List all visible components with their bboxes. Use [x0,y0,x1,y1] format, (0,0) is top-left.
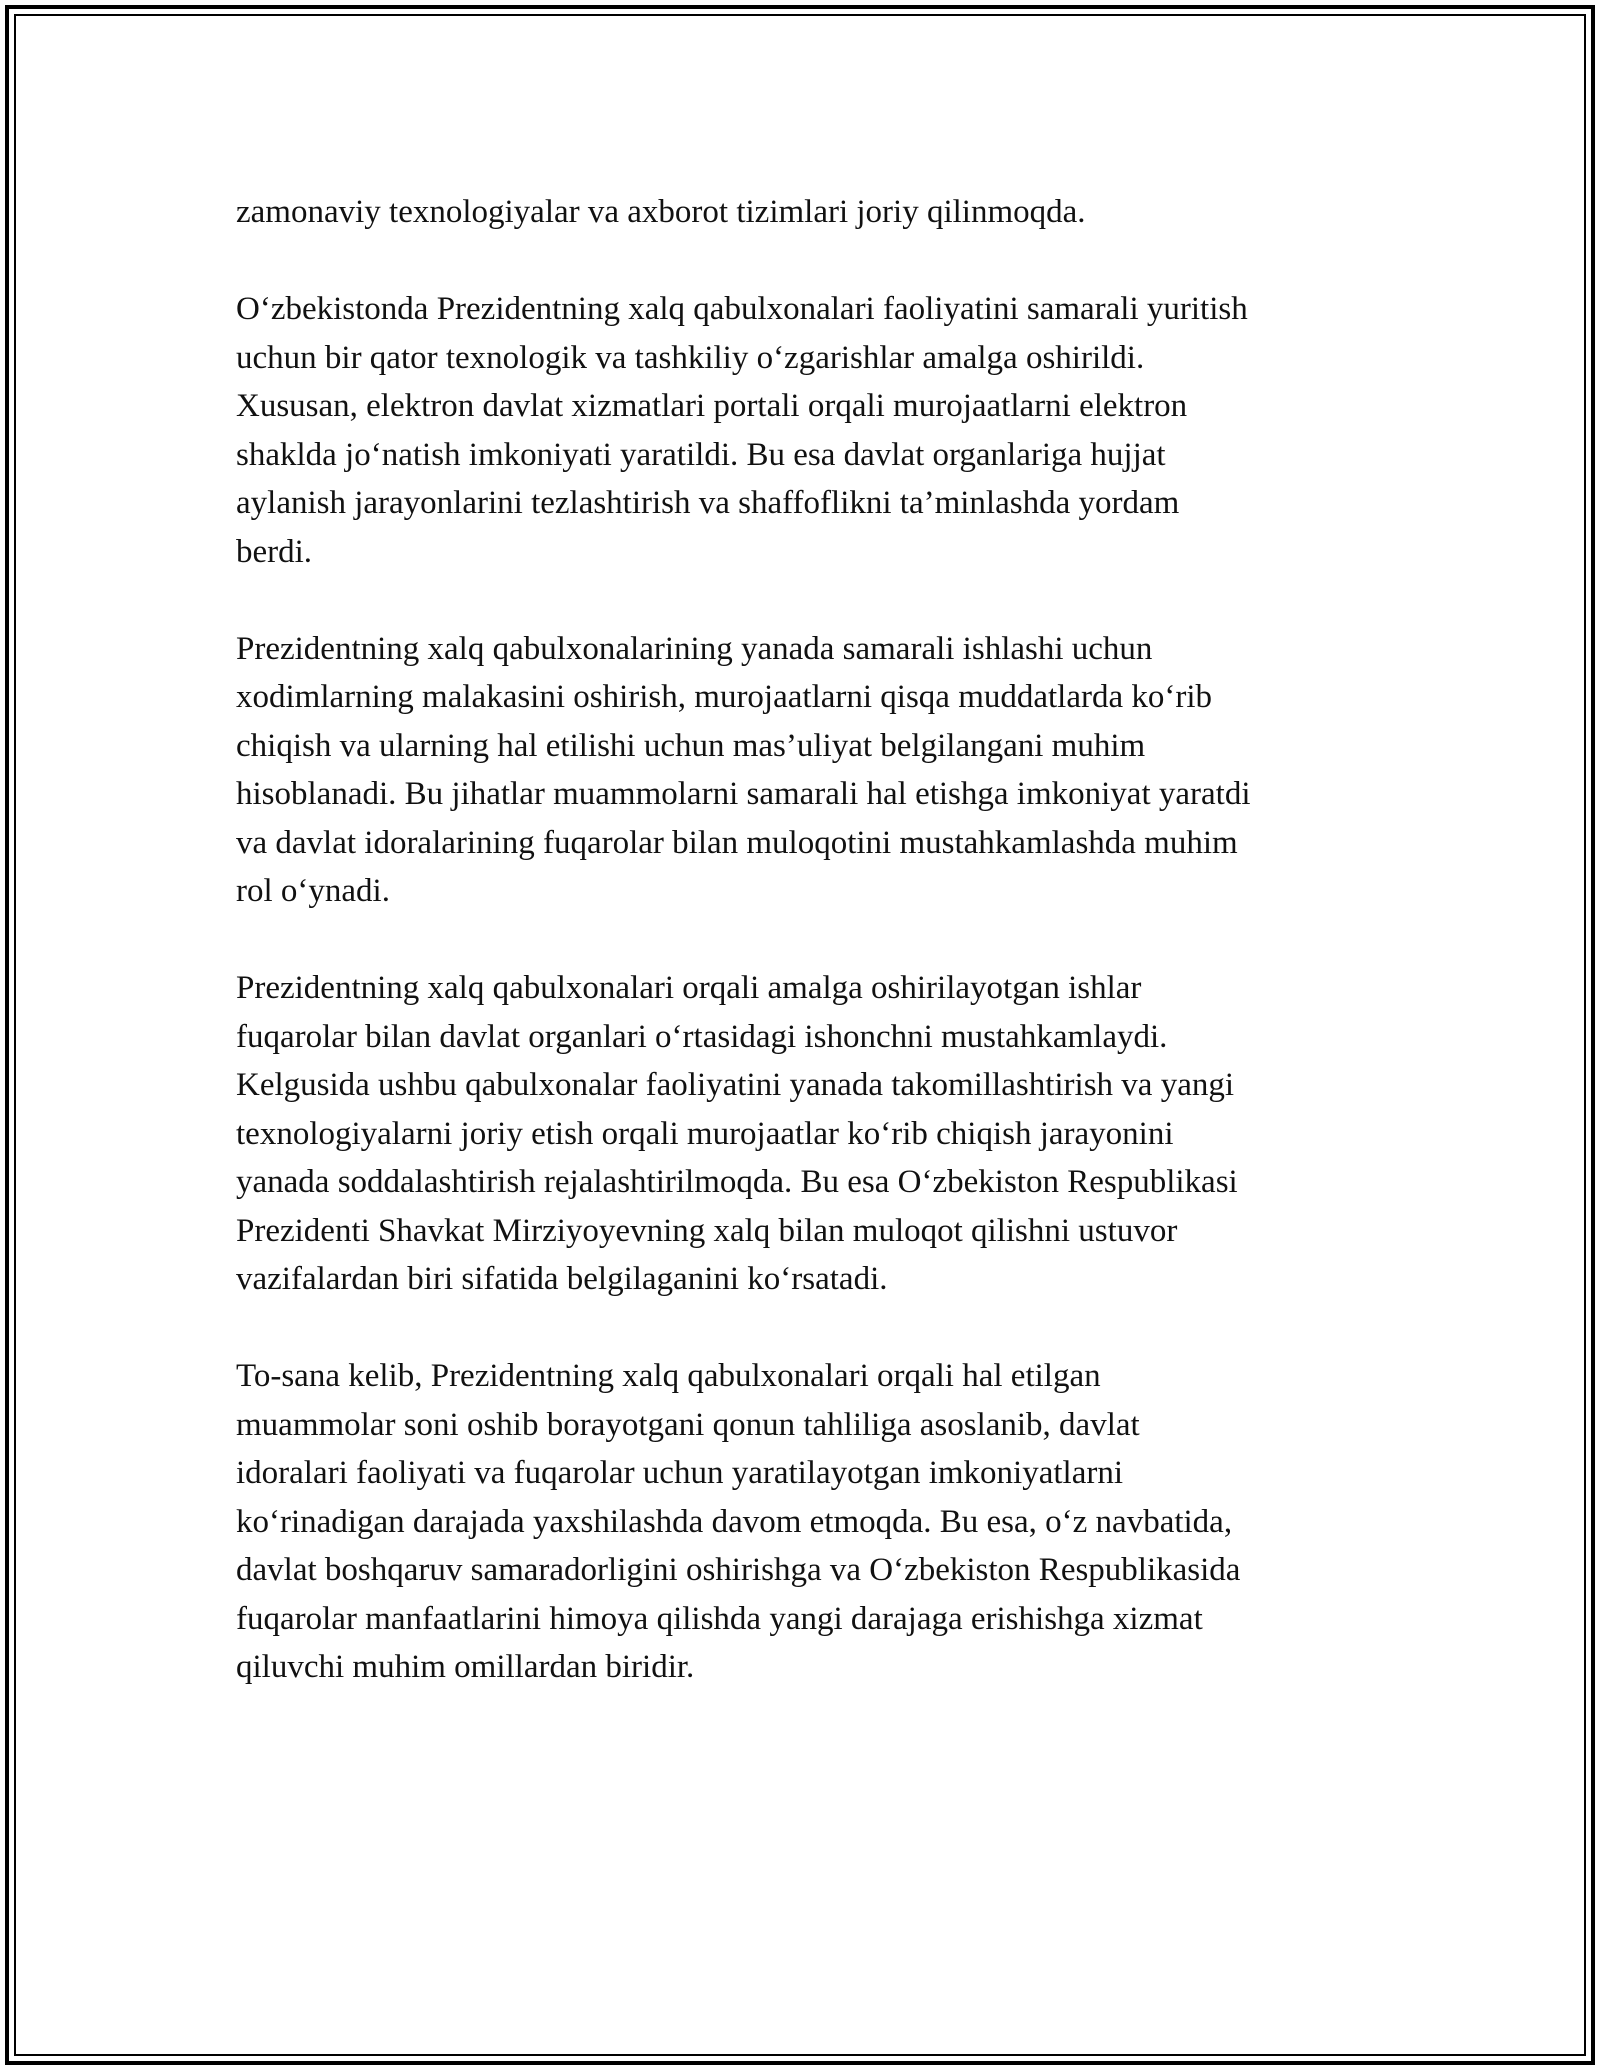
paragraph-5 [236,1352,1366,1692]
paragraph-1 [236,188,1366,237]
text-line: vazifalardan biri sifatida belgilaganini ko‘rsatadi. [236,1261,888,1297]
text-line: qiluvchi muhim omillardan biridir. [236,1649,695,1685]
text-line: va davlat idoralarining fuqarolar bilan muloqotini mustahkamlashda muhim [236,824,1238,861]
text-line: Kelgusida ushbu qabulxonalar faoliyatini yanada takomillashtirish va yangi [236,1067,1235,1103]
text-line: yanada soddalashtirish rejalashtirilmoqda. Bu esa O‘zbekiston Respublikasi [236,1164,1238,1200]
text-line: berdi. [236,533,313,570]
text-line: chiqish va ularning hal etilishi uchun mas’uliyat belgilangani muhim [236,727,1146,764]
text-line: O‘zbekistonda Prezidentning xalq qabulxonalari faoliyatini samarali yuritish [236,291,1248,327]
text-line: idoralari faoliyati va fuqarolar uchun yaratilayotgan imkoniyatlarni [236,1455,1124,1491]
text-line: To-sana kelib, Prezidentning xalq qabulxonalari orqali hal etilgan [236,1358,1101,1394]
text-line: shaklda jo‘natish imkoniyati yaratildi. Bu esa davlat organlariga hujjat [236,436,1166,473]
text-line: muammolar soni oshib borayotgani qonun tahliliga asoslanib, davlat [236,1406,1140,1443]
text-line: xodimlarning malakasini oshirish, murojaatlarni qisqa muddatlarda ko‘rib [236,679,1213,715]
text-line: ko‘rinadigan darajada yaxshilashda davom etmoqda. Bu esa, o‘z navbatida, [236,1503,1233,1540]
text-line: Prezidentning xalq qabulxonalari orqali amalga oshirilayotgan ishlar [236,970,1142,1006]
text-line: zamonaviy texnologiyalar va axborot tizimlari joriy qilinmoqda. [236,194,1086,230]
text-line: Prezidenti Shavkat Mirziyoyevning xalq bilan muloqot qilishni ustuvor [236,1212,1178,1249]
text-line: uchun bir qator texnologik va tashkiliy o‘zgarishlar amalga oshirildi. [236,339,1145,376]
document-body [236,188,1366,1692]
text-line: fuqarolar manfaatlarini himoya qilishda yangi darajaga erishishga xizmat [236,1600,1203,1637]
text-line: Xususan, elektron davlat xizmatlari portali orqali murojaatlarni elektron [236,388,1188,424]
text-line: hisoblanadi. Bu jihatlar muammolarni samarali hal etishga imkoniyat yaratdi [236,776,1251,812]
paragraph-4 [236,964,1366,1304]
text-line: davlat boshqaruv samaradorligini oshirishga va O‘zbekiston Respublikasida [236,1552,1241,1588]
text-line: rol o‘ynadi. [236,873,390,909]
paragraph-3 [236,625,1366,916]
text-line: aylanish jarayonlarini tezlashtirish va shaffoflikni ta’minlashda yordam [236,485,1180,521]
text-line: Prezidentning xalq qabulxonalarining yanada samarali ishlashi uchun [236,630,1153,667]
paragraph-2 [236,285,1366,576]
text-line: fuqarolar bilan davlat organlari o‘rtasidagi ishonchni mustahkamlaydi. [236,1018,1168,1055]
text-line: texnologiyalarni joriy etish orqali murojaatlar ko‘rib chiqish jarayonini [236,1115,1174,1152]
